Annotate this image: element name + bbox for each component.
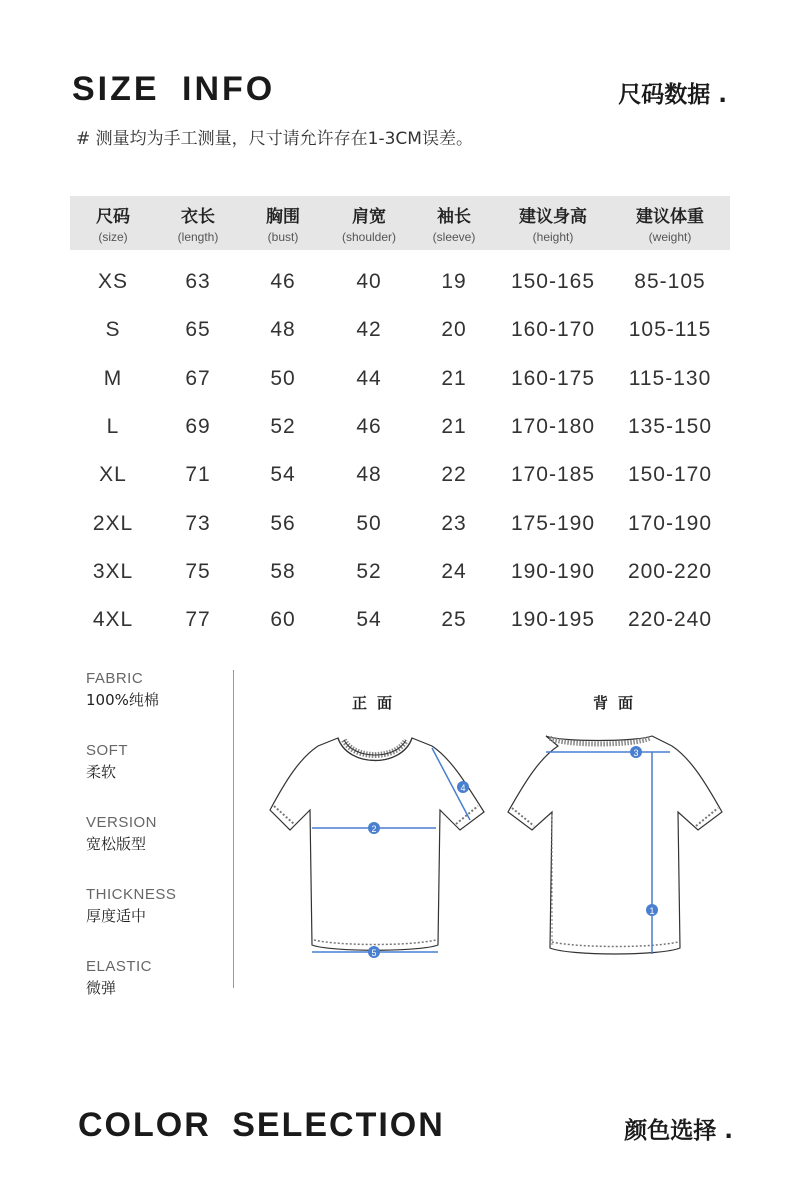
attribute-item <box>86 814 176 886</box>
attribute-label: FABRIC <box>86 670 144 687</box>
table-row <box>70 499 730 547</box>
attribute-value: 厚度适中 <box>86 907 147 925</box>
table-cell: 77 <box>185 608 211 632</box>
front-tshirt-illustration <box>270 738 484 950</box>
table-cell: 25 <box>441 608 467 632</box>
attribute-item <box>86 670 176 742</box>
marker-5 <box>368 946 380 958</box>
size-table-body <box>70 258 730 644</box>
table-row <box>70 355 730 403</box>
attribute-label: VERSION <box>86 814 158 831</box>
table-cell: 40 <box>356 270 382 294</box>
back-view-label: 背面 <box>593 694 644 712</box>
fabric-attributes <box>86 670 176 1030</box>
size-info-title-cn: 尺码数据 . <box>618 82 727 108</box>
table-cell: 69 <box>185 415 211 439</box>
table-cell: 24 <box>441 559 467 583</box>
table-cell: 160-175 <box>510 366 596 390</box>
back-tshirt-illustration <box>508 736 722 954</box>
header-sleeve-cn: 袖长 <box>437 207 471 227</box>
table-cell: 170-190 <box>627 511 713 535</box>
header-weight-cn: 建议体重 <box>636 207 704 227</box>
table-cell: 48 <box>356 463 382 487</box>
header-length-en: (length) <box>177 230 219 244</box>
table-cell: 71 <box>185 463 211 487</box>
table-cell: 52 <box>270 415 296 439</box>
divider-line <box>233 670 234 988</box>
header-height-en: (height) <box>532 230 574 244</box>
size-info-title: SIZE INFO <box>72 70 276 108</box>
table-cell: 56 <box>270 511 296 535</box>
header-size-cn: 尺码 <box>96 207 130 227</box>
table-cell: 150-170 <box>627 463 713 487</box>
svg-text:4: 4 <box>460 783 466 793</box>
table-cell: 105-115 <box>628 318 712 342</box>
table-cell: 67 <box>185 366 211 390</box>
table-cell: 175-190 <box>510 511 596 535</box>
header-length <box>156 196 240 250</box>
tshirt-diagram <box>260 720 740 970</box>
table-cell: 48 <box>270 318 296 342</box>
header-weight <box>610 196 730 250</box>
header-shoulder <box>326 196 412 250</box>
table-cell: S <box>105 318 121 342</box>
table-cell: L <box>106 415 120 439</box>
table-row <box>70 258 730 306</box>
attribute-item <box>86 742 176 814</box>
table-cell: 170-180 <box>510 415 596 439</box>
table-cell: 3XL <box>92 559 134 583</box>
header-bust-en: (bust) <box>267 230 299 244</box>
attribute-value: 微弹 <box>86 979 117 997</box>
svg-text:3: 3 <box>633 748 639 758</box>
attribute-value: 100%纯棉 <box>86 691 159 709</box>
front-view-label: 正面 <box>352 694 403 712</box>
header-shoulder-cn: 肩宽 <box>352 207 386 227</box>
table-row <box>70 403 730 451</box>
header-bust <box>240 196 326 250</box>
table-cell: XL <box>99 463 127 487</box>
svg-text:5: 5 <box>371 948 377 958</box>
table-cell: 20 <box>441 318 467 342</box>
table-cell: 150-165 <box>510 270 596 294</box>
marker-1 <box>646 904 658 916</box>
attribute-item <box>86 958 176 1030</box>
header-size <box>70 196 156 250</box>
header-height <box>496 196 610 250</box>
table-row <box>70 306 730 354</box>
table-cell: 46 <box>356 415 382 439</box>
color-selection-title: COLOR SELECTION <box>78 1106 445 1144</box>
table-row <box>70 548 730 596</box>
header-length-cn: 衣长 <box>181 207 215 227</box>
table-cell: 54 <box>356 608 382 632</box>
table-cell: 52 <box>356 559 382 583</box>
table-cell: 75 <box>185 559 211 583</box>
header-weight-en: (weight) <box>648 230 692 244</box>
attribute-label: ELASTIC <box>86 958 153 975</box>
table-cell: 19 <box>441 270 467 294</box>
svg-text:1: 1 <box>649 906 655 916</box>
table-cell: XS <box>97 270 128 294</box>
table-cell: M <box>103 366 123 390</box>
table-cell: 42 <box>356 318 382 342</box>
header-sleeve-en: (sleeve) <box>432 230 476 244</box>
table-cell: 23 <box>441 511 467 535</box>
marker-3 <box>630 746 642 758</box>
table-cell: 85-105 <box>634 270 706 294</box>
color-selection-title-cn: 颜色选择 . <box>624 1118 733 1144</box>
table-cell: 22 <box>441 463 467 487</box>
header-shoulder-en: (shoulder) <box>341 230 397 244</box>
table-cell: 190-195 <box>510 608 596 632</box>
size-table-header <box>70 196 730 250</box>
table-cell: 50 <box>356 511 382 535</box>
table-cell: 46 <box>270 270 296 294</box>
table-row <box>70 596 730 644</box>
attribute-value: 宽松版型 <box>86 835 147 853</box>
measurement-note: # 测量均为手工测量，尺寸请允许存在1-3CM误差。 <box>76 129 473 149</box>
table-cell: 190-190 <box>510 559 596 583</box>
table-cell: 4XL <box>92 608 134 632</box>
table-cell: 63 <box>185 270 211 294</box>
header-height-cn: 建议身高 <box>519 207 587 227</box>
attribute-item <box>86 886 176 958</box>
table-cell: 21 <box>441 366 467 390</box>
table-cell: 54 <box>270 463 296 487</box>
marker-4 <box>457 781 469 793</box>
table-cell: 60 <box>270 608 296 632</box>
attribute-label: SOFT <box>86 742 128 759</box>
header-sleeve <box>412 196 496 250</box>
table-cell: 115-130 <box>628 366 712 390</box>
table-cell: 44 <box>356 366 382 390</box>
table-cell: 220-240 <box>627 608 713 632</box>
table-cell: 73 <box>185 511 211 535</box>
attribute-label: THICKNESS <box>86 886 177 903</box>
header-size-en: (size) <box>98 230 128 244</box>
table-cell: 160-170 <box>510 318 596 342</box>
table-cell: 170-185 <box>510 463 596 487</box>
header-bust-cn: 胸围 <box>266 207 300 227</box>
table-cell: 200-220 <box>627 559 713 583</box>
table-cell: 2XL <box>92 511 134 535</box>
table-cell: 21 <box>441 415 467 439</box>
table-row <box>70 451 730 499</box>
table-cell: 65 <box>185 318 211 342</box>
table-cell: 58 <box>270 559 296 583</box>
marker-2 <box>368 822 380 834</box>
attribute-value: 柔软 <box>86 763 117 781</box>
table-cell: 135-150 <box>627 415 713 439</box>
svg-text:2: 2 <box>371 824 377 834</box>
table-cell: 50 <box>270 366 296 390</box>
